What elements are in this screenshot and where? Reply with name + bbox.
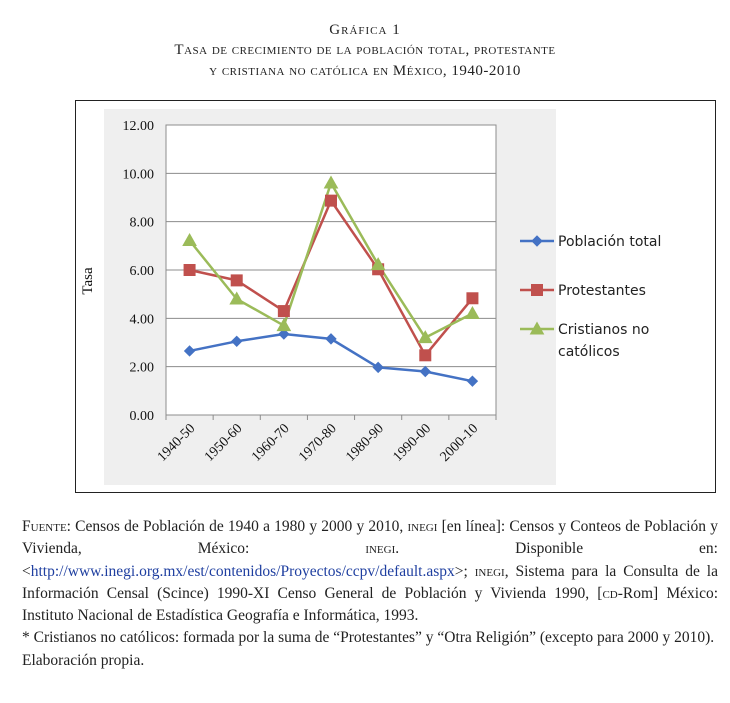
source-text-c: . Disponible en: < bbox=[22, 540, 718, 580]
figure-label: Gráfica 1 bbox=[329, 22, 401, 38]
source-text-d: >; bbox=[454, 562, 475, 580]
source-notes bbox=[22, 516, 718, 672]
inegi-abbr: inegi bbox=[474, 562, 505, 580]
legend-label-3-cont: católicos bbox=[558, 344, 620, 360]
y-tick-label: 0.00 bbox=[129, 409, 154, 424]
data-point-series-2 bbox=[326, 195, 337, 206]
source-text-a: : Censos de Población de 1940 a 1980 y 2000 y 2010, bbox=[66, 518, 408, 535]
data-point-series-2 bbox=[467, 293, 478, 304]
chart-frame bbox=[75, 100, 716, 493]
figure-title-line2: y cristiana no católica en México, 1940-2010 bbox=[209, 63, 521, 79]
source-url-link[interactable]: http://www.inegi.org.mx/est/contenidos/Proyectos/ccpv/default.aspx bbox=[30, 562, 455, 580]
source-text-f: -Rom] México: Instituto Nacional de Estadística Geografía e Informática, 1993. bbox=[22, 584, 719, 625]
y-tick-label: 2.00 bbox=[129, 360, 154, 376]
data-point-series-2 bbox=[231, 275, 242, 286]
data-point-series-2 bbox=[184, 265, 195, 276]
source-text-b: [en línea]: Censos y Conteos de Población y Vivienda, México: bbox=[22, 518, 718, 558]
y-tick-label: 10.00 bbox=[122, 167, 154, 183]
credit-note: Elaboración propia. bbox=[22, 651, 145, 669]
legend-label-2: Protestantes bbox=[558, 283, 646, 299]
y-tick-label: 12.00 bbox=[122, 119, 154, 134]
inegi-abbr: inegi bbox=[365, 540, 396, 558]
source-text-e: , Sistema para la Consulta de la Información Censal (Scince) 1990-XI Censo General de Población y Vivienda 1990, [ bbox=[22, 562, 718, 602]
source-paragraph bbox=[22, 516, 718, 627]
x-tick-label: 1980-90 bbox=[343, 421, 387, 465]
x-tick-label: 1970-80 bbox=[296, 421, 340, 465]
y-tick-label: 4.00 bbox=[129, 312, 154, 328]
inegi-abbr: inegi bbox=[407, 518, 438, 535]
data-point-series-2 bbox=[278, 306, 289, 317]
y-tick-label: 6.00 bbox=[129, 264, 154, 279]
figure-title-line1: Tasa de crecimiento de la población total, protestante bbox=[174, 42, 556, 58]
legend-label-1: Población total bbox=[558, 234, 662, 250]
legend-label-3: Cristianos no bbox=[558, 322, 650, 338]
data-point-series-2 bbox=[420, 350, 431, 361]
y-axis-label: Tasa bbox=[80, 267, 96, 295]
line-chart bbox=[76, 101, 715, 492]
legend-marker-2 bbox=[532, 285, 543, 296]
x-tick-label: 1990-00 bbox=[390, 421, 435, 465]
y-tick-label: 8.00 bbox=[129, 215, 154, 231]
source-label: Fuente bbox=[22, 518, 67, 535]
x-tick-label: 1950-60 bbox=[201, 421, 246, 465]
x-tick-label: 1940-50 bbox=[154, 421, 199, 465]
x-tick-label: 2000-10 bbox=[437, 421, 482, 465]
x-tick-label: 1960-70 bbox=[249, 421, 293, 465]
footnote: * Cristianos no católicos: formada por la suma de “Protestantes” y “Otra Religión” (excepto para 2000 y 2010). bbox=[22, 629, 715, 647]
cd-abbr: cd bbox=[602, 584, 618, 602]
